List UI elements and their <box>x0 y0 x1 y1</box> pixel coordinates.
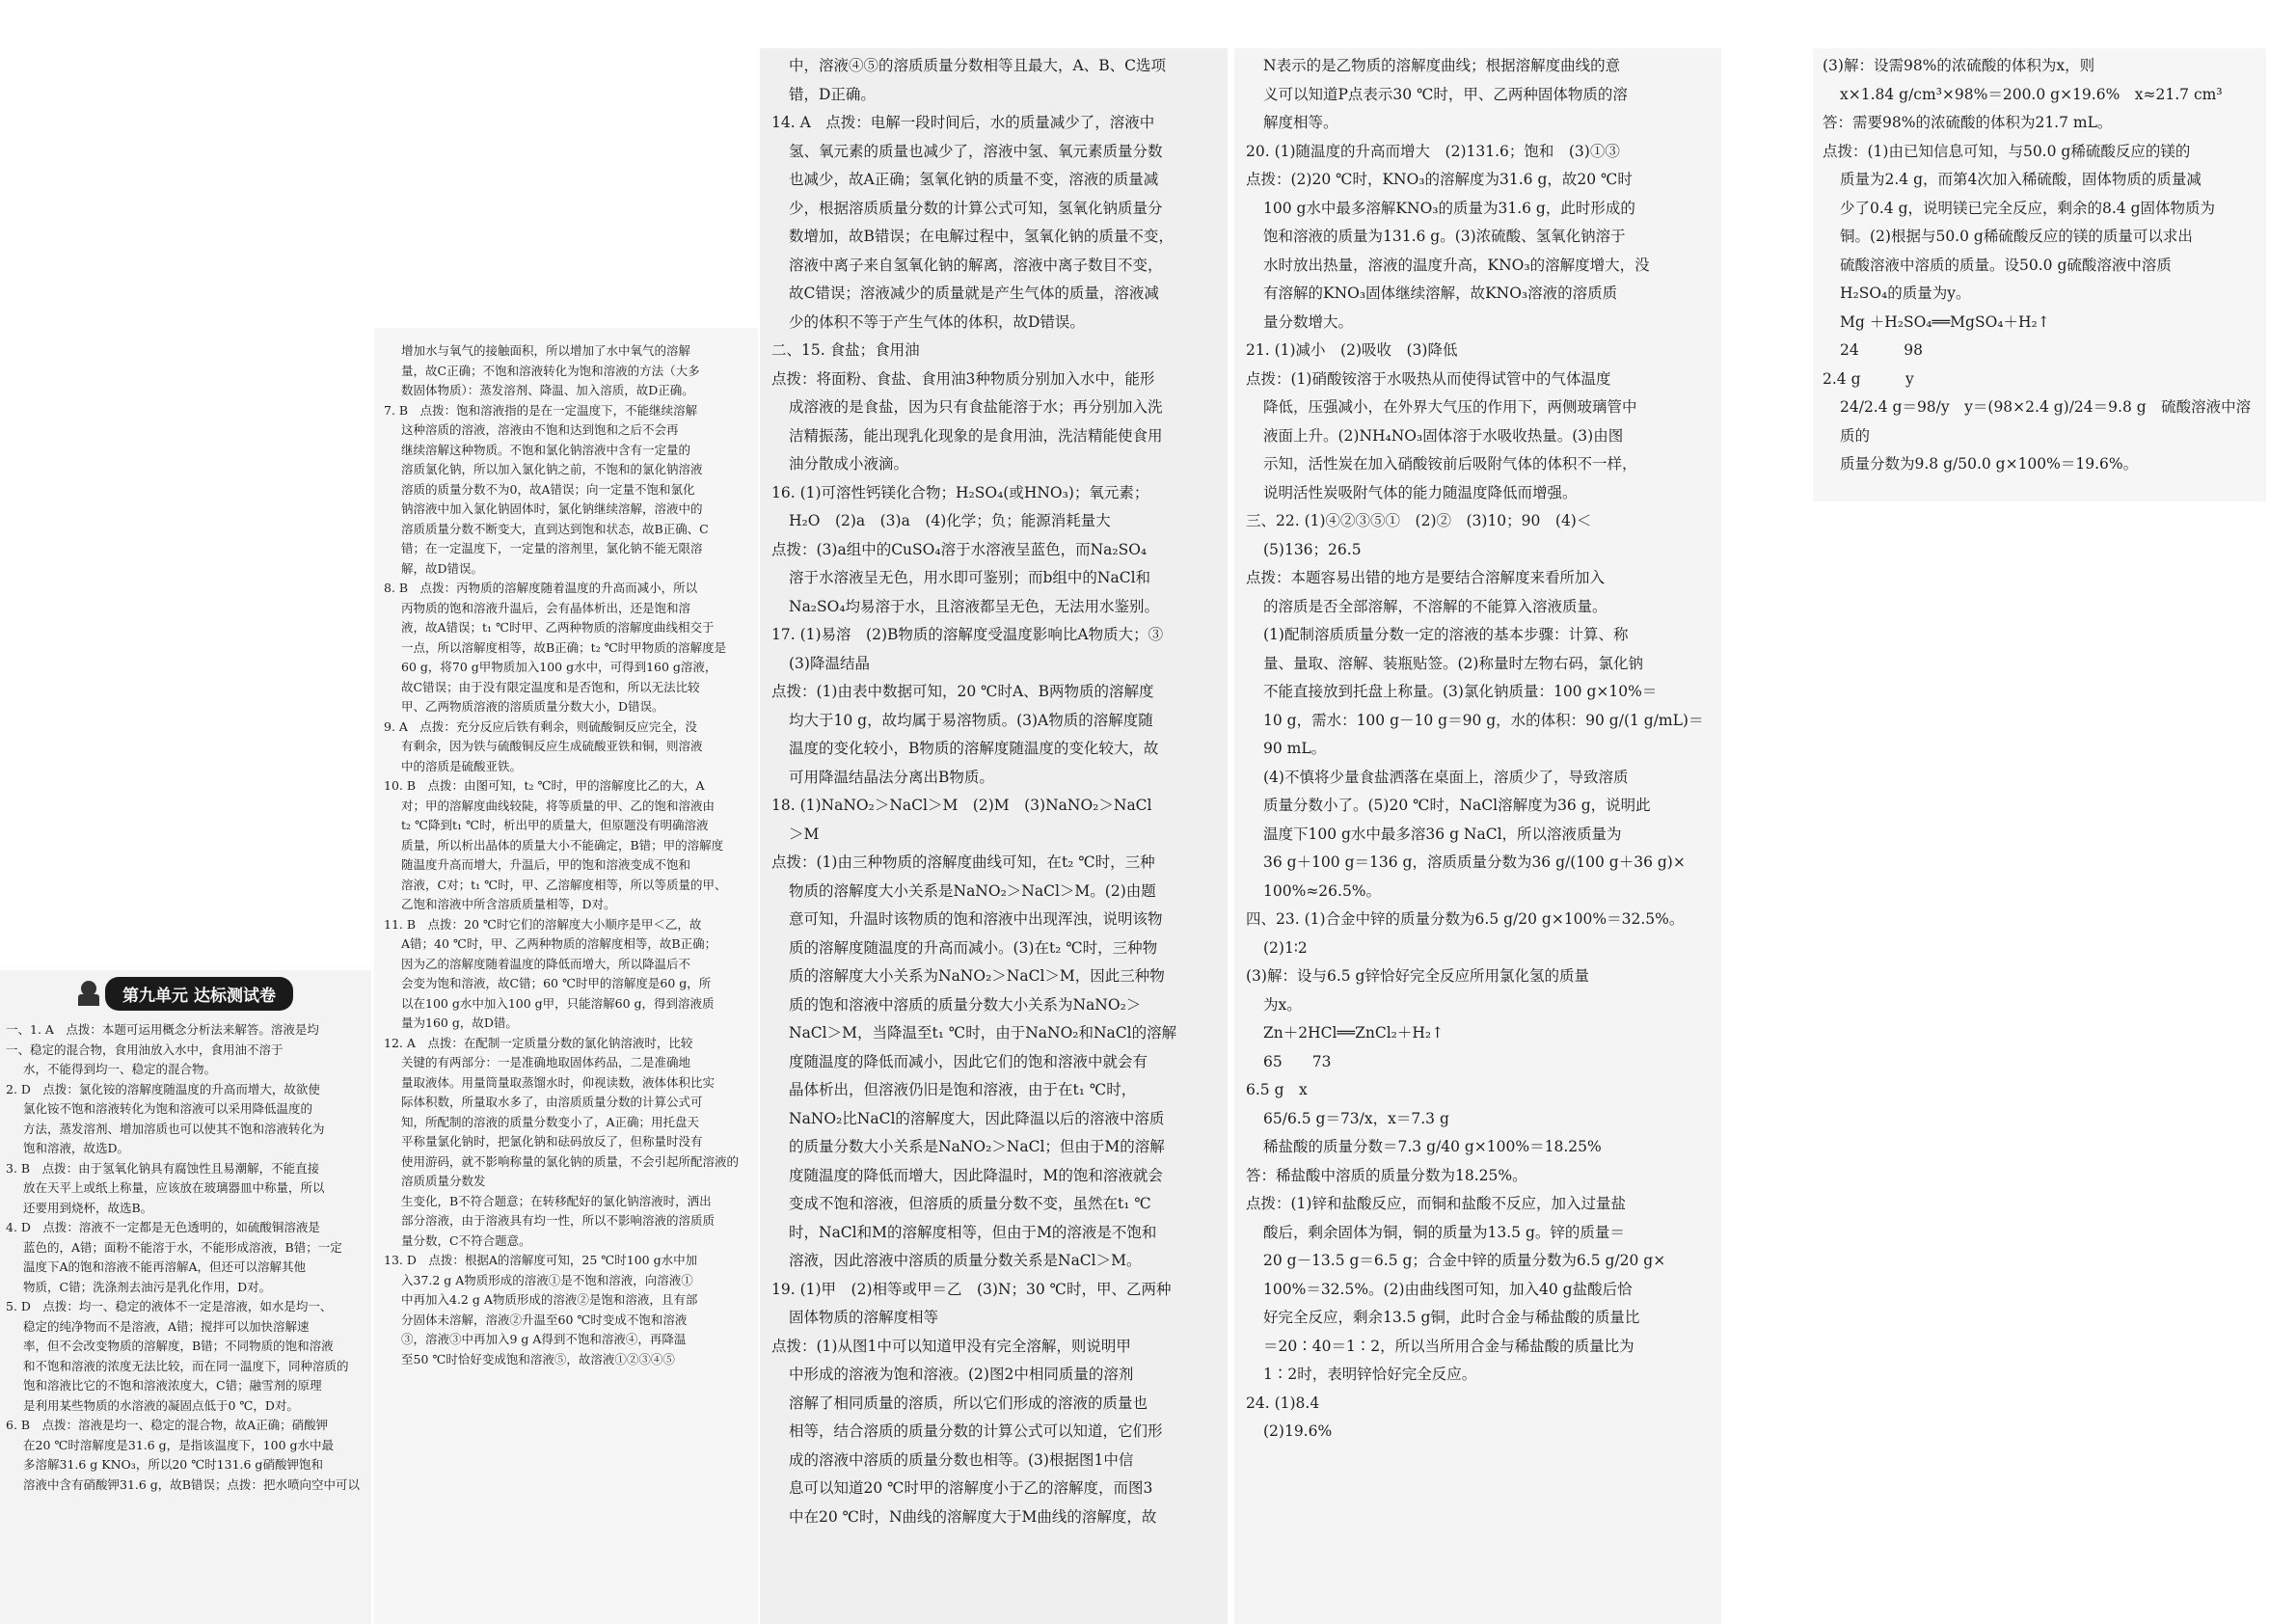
answer-line: 洁精振荡，能出现乳化现象的是食用油，洗洁精能使食用 <box>789 426 1163 445</box>
answer-line: 油分散成小液滴。 <box>789 455 909 473</box>
answer-line: 13. D 点拨：根据A的溶解度可知，25 ℃时100 g水中加 <box>384 1253 698 1267</box>
answer-line: ＝20∶40＝1∶2，所以当所用合金与稀盐酸的质量比为 <box>1263 1337 1634 1355</box>
answer-line: 硫酸溶液中溶质的质量。设50.0 g硫酸溶液中溶质 <box>1840 256 2172 274</box>
answer-line: 5. D 点拨：均一、稳定的液体不一定是溶液，如水是均一、 <box>6 1299 333 1313</box>
answer-line: 入37.2 g A物质形成的溶液①是不饱和溶液，向溶液① <box>401 1272 693 1287</box>
unit-title: 第九单元 达标测试卷 <box>105 977 293 1011</box>
column-3-answers <box>760 48 1228 1624</box>
answer-line: 蓝色的，A错；面粉不能溶于水，不能形成溶液，B错；一定 <box>23 1239 342 1255</box>
answer-line: Mg ＋H₂SO₄══MgSO₄＋H₂↑ <box>1840 312 2050 331</box>
answer-line: 质量，所以析出晶体的质量大小不能确定，B错；甲的溶解度 <box>401 837 724 853</box>
answer-line: 液面上升。(2)NH₄NO₃固体溶于水吸收热量。(3)由图 <box>1263 426 1624 445</box>
answer-line: 晶体析出，但溶液仍旧是饱和溶液，由于在t₁ ℃时， <box>789 1081 1137 1098</box>
answer-line: 60 g，将70 g甲物质加入100 g水中，可得到160 g溶液， <box>401 660 717 674</box>
answer-line: 水时放出热量，溶液的温度升高，KNO₃的溶解度增大，没 <box>1263 256 1650 274</box>
answer-line: 三、22. (1)④②③⑤① (2)② (3)10；90 (4)＜ <box>1246 512 1592 529</box>
answer-line: 9. A 点拨：充分反应后铁有剩余，则硫酸铜反应完全，没 <box>384 718 697 734</box>
answer-line: 因为乙的溶解度随着温度的降低而增大，所以降温后不 <box>401 956 691 971</box>
answer-line: 中的溶质是硫酸亚铁。 <box>401 758 523 773</box>
column-1-unit9-answers <box>0 970 371 1624</box>
answer-line: 答：需要98%的浓硫酸的体积为21.7 mL。 <box>1823 114 2113 131</box>
answer-line: 饱和溶液，故选D。 <box>23 1141 130 1155</box>
answer-line: 21. (1)减小 (2)吸收 (3)降低 <box>1246 341 1458 359</box>
answer-line: 增加水与氧气的接触面积，所以增加了水中氧气的溶解 <box>401 343 691 358</box>
answer-line: 继续溶解这种物质。不饱和氯化钠溶液中含有一定量的 <box>401 442 691 457</box>
answer-line: NaCl＞M，当降温至t₁ ℃时，由于NaNO₂和NaCl的溶解 <box>789 1024 1177 1042</box>
answer-line: 甲、乙两物质溶液的溶质质量分数大小，D错误。 <box>401 699 664 714</box>
answer-line: 20. (1)随温度的升高而增大 (2)131.6；饱和 (3)①③ <box>1246 142 1620 160</box>
answer-line: 成的溶液中溶质的质量分数也相等。(3)根据图1中信 <box>789 1450 1134 1469</box>
answer-line: 铜。(2)根据与50.0 g稀硫酸反应的镁的质量可以求出 <box>1840 228 2193 245</box>
answer-line: 解度相等。 <box>1263 114 1338 131</box>
answer-line: 答：稀盐酸中溶质的质量分数为18.25%。 <box>1246 1166 1527 1184</box>
answer-line: 多溶解31.6 g KNO₃，所以20 ℃时131.6 g硝酸钾饱和 <box>23 1457 323 1472</box>
answer-line: 质的溶解度随温度的升高而减小。(3)在t₂ ℃时，三种物 <box>789 938 1158 957</box>
answer-line: 量，故C正确；不饱和溶液转化为饱和溶液的方法（大多 <box>401 363 700 378</box>
answer-line: 对；甲的溶解度曲线较陡，将等质量的甲、乙的饱和溶液由 <box>401 798 716 813</box>
answer-line: (3)解：设与6.5 g锌恰好完全反应所用氯化氢的质量 <box>1246 967 1589 985</box>
answer-line: 11. B 点拨：20 ℃时它们的溶解度大小顺序是甲＜乙，故 <box>384 916 702 932</box>
answer-line: 8. B 点拨：丙物质的溶解度随着温度的升高而减小，所以 <box>384 581 698 595</box>
answer-line: 少的体积不等于产生气体的体积，故D错误。 <box>789 312 1085 331</box>
answer-line: 65 73 <box>1263 1052 1332 1070</box>
answer-line: 2. D 点拨：氯化铵的溶解度随温度的升高而增大，故欲使 <box>6 1081 320 1096</box>
answer-line: 会变为饱和溶液，故C错；60 ℃时甲的溶解度是60 g，所 <box>401 976 712 990</box>
answer-line: 中形成的溶液为饱和溶液。(2)图2中相同质量的溶剂 <box>789 1366 1134 1383</box>
answer-line: 3. B 点拨：由于氢氧化钠具有腐蚀性且易潮解，不能直接 <box>6 1160 320 1176</box>
answer-line: 10. B 点拨：由图可知，t₂ ℃时，甲的溶解度比乙的大，A <box>384 778 705 793</box>
answer-line: 放在天平上或纸上称量，应该放在玻璃器皿中称量，所以 <box>23 1180 325 1195</box>
answer-line: 饱和溶液的质量为131.6 g。(3)浓硫酸、氢氧化钠溶于 <box>1263 228 1626 245</box>
answer-line: ③，溶液③中再加入9 g A得到不饱和溶液④，再降温 <box>401 1332 687 1346</box>
answer-line: 16. (1)可溶性钙镁化合物；H₂SO₄(或HNO₃)；氧元素； <box>771 483 1149 501</box>
answer-line: 故C错误；由于没有限定温度和是否饱和，所以无法比较 <box>401 679 700 694</box>
answer-line: 少了0.4 g，说明镁已完全反应，剩余的8.4 g固体物质为 <box>1840 199 2216 217</box>
answer-line: 100%＝32.5%。(2)由曲线图可知，加入40 g盐酸后恰 <box>1263 1280 1633 1298</box>
answer-line: 错；在一定温度下，一定量的溶剂里，氯化钠不能无限溶 <box>401 541 703 555</box>
answer-line: N表示的是乙物质的溶解度曲线；根据溶解度曲线的意 <box>1263 57 1621 74</box>
answer-line: 4. D 点拨：溶液不一定都是无色透明的，如硫酸铜溶液是 <box>6 1220 320 1234</box>
answer-line: 18. (1)NaNO₂＞NaCl＞M (2)M (3)NaNO₂＞NaCl <box>771 797 1152 814</box>
answer-line: 为x。 <box>1263 995 1302 1014</box>
answer-line: (3)降温结晶 <box>789 654 870 672</box>
answer-line: 部分溶液，由于溶液具有均一性，所以不影响溶液的溶质质 <box>401 1213 716 1228</box>
answer-line: 溶质的质量分数不为0，故A错误；向一定量不饱和氯化 <box>401 481 695 497</box>
answer-line: 和不饱和溶液的浓度无法比较，而在同一温度下，同种溶质的 <box>23 1358 349 1373</box>
answer-line: 一点，所以溶解度相等，故B正确；t₂ ℃时甲物质的溶解度是 <box>401 639 727 655</box>
answer-line: 点拨：(1)锌和盐酸反应，而铜和盐酸不反应，加入过量盐 <box>1246 1195 1626 1212</box>
answer-line: 14. A 点拨：电解一段时间后，水的质量减少了，溶液中 <box>771 114 1155 131</box>
answer-line: 度随温度的降低而增大，因此降温时，M的饱和溶液就会 <box>789 1166 1163 1184</box>
answer-line: 错，D正确。 <box>789 85 876 103</box>
answer-line: 20 g－13.5 g＝6.5 g；合金中锌的质量分数为6.5 g/20 g× <box>1263 1252 1666 1269</box>
answer-line: 相等，结合溶质的质量分数的计算公式可以知道，它们形 <box>789 1422 1163 1440</box>
answer-line: 平称量氯化钠时，把氯化钠和砝码放反了，但称量时没有 <box>401 1134 703 1149</box>
answer-line: 24. (1)8.4 <box>1246 1394 1320 1412</box>
answer-line: 水，不能得到均一、稳定的混合物。 <box>23 1062 217 1076</box>
answer-line: 固体物质的溶解度相等 <box>789 1309 939 1326</box>
answer-line: 降低，压强减小，在外界大气压的作用下，两侧玻璃管中 <box>1263 398 1637 416</box>
answer-line: 点拨：(3)a组中的CuSO₄溶于水溶液呈蓝色，而Na₂SO₄ <box>771 540 1148 558</box>
answer-line: A错；40 ℃时，甲、乙两种物质的溶解度相等，故B正确； <box>401 936 717 951</box>
answer-line: 饱和溶液比它的不饱和溶液浓度大，C错；融雪剂的原理 <box>23 1378 322 1393</box>
col2-text <box>384 341 748 1369</box>
column-4-answers <box>1234 48 1721 1624</box>
answer-line: 溶液中含有硝酸钾31.6 g，故B错误；点拨：把水喷向空中可以 <box>23 1476 360 1492</box>
answer-line: H₂O (2)a (3)a (4)化学；负；能源消耗量大 <box>789 512 1111 529</box>
answer-line: 均大于10 g，故均属于易溶物质。(3)A物质的溶解度随 <box>789 711 1153 729</box>
answer-line: 中在20 ℃时，N曲线的溶解度大于M曲线的溶解度，故 <box>789 1507 1157 1526</box>
answer-line: 100%≈26.5%。 <box>1263 881 1382 900</box>
answer-line: 四、23. (1)合金中锌的质量分数为6.5 g/20 g×100%＝32.5%。 <box>1246 910 1685 928</box>
answer-line: 丙物质的饱和溶液升温后，会有晶体析出，还是饱和溶 <box>401 600 691 615</box>
answer-line: 温度的变化较小，B物质的溶解度随温度的变化较大，故 <box>789 740 1159 757</box>
answer-line: 液，故A错误；t₁ ℃时甲、乙两种物质的溶解度曲线相交于 <box>401 620 715 635</box>
answer-line: 点拨：(1)由三种物质的溶解度曲线可知，在t₂ ℃时，三种 <box>771 853 1155 871</box>
answer-line: 7. B 点拨：饱和溶液指的是在一定温度下，不能继续溶解 <box>384 402 698 418</box>
answer-line: 说明活性炭吸附气体的能力随温度降低而增强。 <box>1263 483 1578 501</box>
answer-line: 点拨：(2)20 ℃时，KNO₃的溶解度为31.6 g，故20 ℃时 <box>1246 171 1633 188</box>
answer-line: 至50 ℃时恰好变成饱和溶液⑤，故溶液①②③④⑤ <box>401 1351 675 1367</box>
answer-line: 这种溶质的溶液，溶液由不饱和达到饱和之后不会再 <box>401 422 679 437</box>
answer-line: 中再加入4.2 g A物质形成的溶液②是饱和溶液，且有部 <box>401 1292 698 1307</box>
answer-line: 量、量取、溶解、装瓶贴签。(2)称量时左物右码，氯化钠 <box>1263 654 1643 672</box>
answer-line: 义可以知道P点表示30 ℃时，甲、乙两种固体物质的溶 <box>1263 85 1628 103</box>
answer-line: 还要用到烧杯，故选B。 <box>23 1200 153 1215</box>
answer-line: 点拨：本题容易出错的地方是要结合溶解度来看所加入 <box>1246 569 1606 586</box>
answer-line: 度随温度的降低而减小，因此它们的饱和溶液中就会有 <box>789 1052 1148 1070</box>
answer-line: 量取液体。用量筒量取蒸馏水时，仰视读数，液体体积比实 <box>401 1074 716 1090</box>
answer-line: 氯化铵不饱和溶液转化为饱和溶液可以采用降低温度的 <box>23 1101 313 1116</box>
answer-line: 24/2.4 g＝98/y y＝(98×2.4 g)/24＝9.8 g 硫酸溶液中溶质的 <box>1840 398 2252 445</box>
answer-line: 也减少，故A正确；氢氧化钠的质量不变，溶液的质量减 <box>789 171 1159 188</box>
col4-text <box>1246 52 1710 1447</box>
answer-line: 知，所配制的溶液的质量分数变小了，A正确；用托盘天 <box>401 1114 700 1129</box>
answer-line: 故C错误；溶液减少的质量就是产生气体的质量，溶液减 <box>789 284 1159 302</box>
answer-line: 二、15. 食盐；食用油 <box>771 341 920 359</box>
answer-line: 一、1. A 点拨：本题可运用概念分析法来解答。溶液是均 <box>6 1022 319 1037</box>
answer-line: (4)不慎将少量食盐洒落在桌面上，溶质少了，导致溶质 <box>1263 768 1629 786</box>
answer-line: 酸后，剩余固体为铜，铜的质量为13.5 g。锌的质量＝ <box>1263 1223 1625 1241</box>
answer-line: 稀盐酸的质量分数＝7.3 g/40 g×100%＝18.25% <box>1263 1138 1602 1155</box>
answer-line: 溶质氯化钠，所以加入氯化钠之前，不饱和的氯化钠溶液 <box>401 462 703 476</box>
answer-line: 少，根据溶质质量分数的计算公式可知，氢氧化钠质量分 <box>789 199 1163 217</box>
answer-line: (5)136；26.5 <box>1263 540 1362 558</box>
answer-line: 率，但不会改变物质的溶解度，B错；不同物质的饱和溶液 <box>23 1339 334 1353</box>
answer-line: 示知，活性炭在加入硝酸铵前后吸附气体的体积不一样， <box>1263 455 1637 473</box>
col3-text <box>771 52 1216 1531</box>
answer-line: 物质，C错；洗涤剂去油污是乳化作用，D对。 <box>23 1279 272 1294</box>
answer-line: 时，NaCl和M的溶解度相等，但由于M的溶液是不饱和 <box>789 1223 1157 1241</box>
answer-line: (2)19.6% <box>1263 1422 1333 1440</box>
answer-line: (2)1∶2 <box>1263 938 1308 957</box>
answer-line: 生变化，B不符合题意；在转移配好的氯化钠溶液时，洒出 <box>401 1193 712 1208</box>
answer-line: 1∶2时，表明锌恰好完全反应。 <box>1263 1366 1477 1383</box>
answer-line: 有剩余，因为铁与硫酸铜反应生成硫酸亚铁和铜，则溶液 <box>401 739 703 753</box>
answer-line: 际体积数，所量取水多了，由溶质质量分数的计算公式可 <box>401 1095 703 1109</box>
answer-line: 的质量分数大小关系是NaNO₂＞NaCl；但由于M的溶解 <box>789 1138 1165 1155</box>
answer-line: 氢、氧元素的质量也减少了，溶液中氢、氧元素质量分数 <box>789 142 1163 160</box>
answer-line: 以在100 g水中加入100 g甲，只能溶解60 g，得到溶液质 <box>401 995 715 1011</box>
answer-line: 中，溶液④⑤的溶质质量分数相等且最大，A、B、C选项 <box>789 57 1166 74</box>
answer-line: 意可知，升温时该物质的饱和溶液中出现浑浊，说明该物 <box>789 910 1163 928</box>
answer-line: 好完全反应，剩余13.5 g铜，此时合金与稀盐酸的质量比 <box>1263 1309 1640 1326</box>
answer-line: 物质的溶解度大小关系是NaNO₂＞NaCl＞M。(2)由题 <box>789 881 1156 900</box>
answer-line: 24 98 <box>1840 341 1923 359</box>
answer-line: 钠溶液中加入氯化钠固体时，氯化钠继续溶解，溶液中的 <box>401 501 703 516</box>
answer-line: 乙饱和溶液中所含溶质质量相等，D对。 <box>401 897 616 911</box>
answer-line: 温度下A的饱和溶液不能再溶解A，但还可以溶解其他 <box>23 1259 307 1274</box>
answer-line: 量为160 g，故D错。 <box>401 1015 518 1030</box>
answer-line: 有溶解的KNO₃固体继续溶解，故KNO₃溶液的溶质质 <box>1263 284 1618 302</box>
answer-line: 质量为2.4 g，而第4次加入稀硫酸，固体物质的质量减 <box>1840 171 2201 188</box>
answer-line: 在20 ℃时溶解度是31.6 g，是指该温度下，100 g水中最 <box>23 1437 335 1452</box>
answer-line: 溶解了相同质量的溶质，所以它们形成的溶液的质量也 <box>789 1394 1148 1412</box>
col1-text <box>6 1020 365 1495</box>
answer-line: 质的饱和溶液中溶质的质量分数大小关系为NaNO₂＞ <box>789 995 1142 1014</box>
answer-line: 方法，蒸发溶剂、增加溶质也可以使其不饱和溶液转化为 <box>23 1121 325 1136</box>
answer-line: 溶质质量分数不断变大，直到达到饱和状态，故B正确、C <box>401 521 709 536</box>
answer-line: 是利用某些物质的水溶液的凝固点低于0 ℃，D对。 <box>23 1397 299 1413</box>
answer-line: H₂SO₄的质量为y。 <box>1840 284 1971 302</box>
column-5-answers <box>1813 48 2266 501</box>
answer-line: 6. B 点拨：溶液是均一、稳定的混合物，故A正确；硝酸钾 <box>6 1418 329 1432</box>
answer-line: 质量分数为9.8 g/50.0 g×100%＝19.6%。 <box>1840 455 2139 473</box>
answer-line: 12. A 点拨：在配制一定质量分数的氯化钠溶液时，比较 <box>384 1035 693 1050</box>
answer-line: 息可以知道20 ℃时甲的溶解度小于乙的溶解度，而图3 <box>789 1479 1153 1497</box>
answer-line: 随温度升高而增大，升温后，甲的饱和溶液变成不饱和 <box>401 857 691 872</box>
answer-line: x×1.84 g/cm³×98%＝200.0 g×19.6% x≈21.7 cm³ <box>1840 85 2223 103</box>
answer-line: 100 g水中最多溶解KNO₃的质量为31.6 g，此时形成的 <box>1263 199 1635 217</box>
answer-line: 点拨：(1)从图1中可以知道甲没有完全溶解，则说明甲 <box>771 1337 1131 1355</box>
answer-line: 使用游码，就不影响称量的氯化钠的质量，不会引起所配溶液的溶质质量分数发 <box>401 1153 740 1188</box>
answer-line: ＞M <box>789 825 820 843</box>
answer-line: 数增加，故B错误；在电解过程中，氢氧化钠的质量不变， <box>789 228 1174 245</box>
answer-line: 不能直接放到托盘上称量。(3)氯化钠质量：100 g×10%＝ <box>1263 683 1658 700</box>
answer-line: 65/6.5 g＝73/x，x＝7.3 g <box>1263 1109 1449 1127</box>
answer-line: 分固体未溶解，溶液②升温至60 ℃时变成不饱和溶液 <box>401 1312 688 1327</box>
answer-line: 6.5 g x <box>1246 1081 1308 1098</box>
answer-line: 质量分数小了。(5)20 ℃时，NaCl溶解度为36 g，说明此 <box>1263 797 1651 814</box>
answer-line: 溶液，C对；t₁ ℃时，甲、乙溶解度相等，所以等质量的甲、 <box>401 877 727 892</box>
answer-line: (3)解：设需98%的浓硫酸的体积为x，则 <box>1823 57 2095 74</box>
answer-line: 关键的有两部分：一是准确地取固体药品，二是准确地 <box>401 1055 691 1069</box>
answer-line: 溶于水溶液呈无色，用水即可鉴别；而b组中的NaCl和 <box>789 569 1151 586</box>
answer-line: 变成不饱和溶液，但溶质的质量分数不变，虽然在t₁ ℃ <box>789 1195 1151 1212</box>
answer-line: 的溶质是否全部溶解，不溶解的不能算入溶液质量。 <box>1263 597 1607 615</box>
answer-line: 溶液，因此溶液中溶质的质量分数关系是NaCl＞M。 <box>789 1252 1142 1269</box>
answer-line: 点拨：将面粉、食盐、食用油3种物质分别加入水中，能形 <box>771 369 1155 388</box>
answer-line: (1)配制溶质质量分数一定的溶液的基本步骤：计算、称 <box>1263 626 1629 643</box>
answer-line: 稳定的纯净物而不是溶液，A错；搅拌可以加快溶解速 <box>23 1318 310 1334</box>
answer-line: 质的溶解度大小关系为NaNO₂＞NaCl＞M，因此三种物 <box>789 967 1165 985</box>
answer-line: 量分数增大。 <box>1263 312 1354 331</box>
answer-line: 点拨：(1)由表中数据可知，20 ℃时A、B两物质的溶解度 <box>771 683 1154 700</box>
answer-line: 量分数，C不符合题意。 <box>401 1232 531 1248</box>
answer-line: 点拨：(1)由已知信息可知，与50.0 g稀硫酸反应的镁的 <box>1823 142 2191 160</box>
answer-line: 解，故D错误。 <box>401 560 484 576</box>
answer-line: 温度下100 g水中最多溶36 g NaCl，所以溶液质量为 <box>1263 825 1622 843</box>
answer-line: Zn＋2HCl══ZnCl₂＋H₂↑ <box>1263 1024 1445 1042</box>
answer-line: 10 g，需水：100 g－10 g＝90 g，水的体积：90 g/(1 g/mL)＝90 mL。 <box>1263 711 1704 757</box>
answer-line: 36 g＋100 g＝136 g，溶质质量分数为36 g/(100 g＋36 g)× <box>1263 853 1686 871</box>
answer-line: 17. (1)易溶 (2)B物质的溶解度受温度影响比A物质大；③ <box>771 626 1164 643</box>
answer-line: 数固体物质）：蒸发溶剂、降温、加入溶质，故D正确。 <box>401 383 694 397</box>
column-2-answers <box>374 328 758 1624</box>
answer-line: 2.4 g y <box>1823 369 1914 388</box>
unit-title-banner <box>6 970 365 1016</box>
answer-line: Na₂SO₄均易溶于水，且溶液都呈无色，无法用水鉴别。 <box>789 597 1160 615</box>
answer-line: 一、稳定的混合物，食用油放入水中，食用油不溶于 <box>6 1042 284 1057</box>
answer-line: 溶液中离子来自氢氧化钠的解离，溶液中离子数目不变， <box>789 256 1163 274</box>
answer-line: t₂ ℃降到t₁ ℃时，析出甲的质量大，但原题没有明确溶液 <box>401 818 709 832</box>
col5-text <box>1823 52 2256 479</box>
answer-line: 19. (1)甲 (2)相等或甲＝乙 (3)N；30 ℃时，甲、乙两种 <box>771 1280 1172 1298</box>
student-icon <box>78 981 99 1006</box>
answer-line: 可用降温结晶法分离出B物质。 <box>789 768 994 786</box>
answer-line: 点拨：(1)硝酸铵溶于水吸热从而使得试管中的气体温度 <box>1246 369 1611 388</box>
answer-line: 成溶液的是食盐，因为只有食盐能溶于水；再分别加入洗 <box>789 398 1163 416</box>
answer-line: NaNO₂比NaCl的溶解度大，因此降温以后的溶液中溶质 <box>789 1109 1165 1127</box>
